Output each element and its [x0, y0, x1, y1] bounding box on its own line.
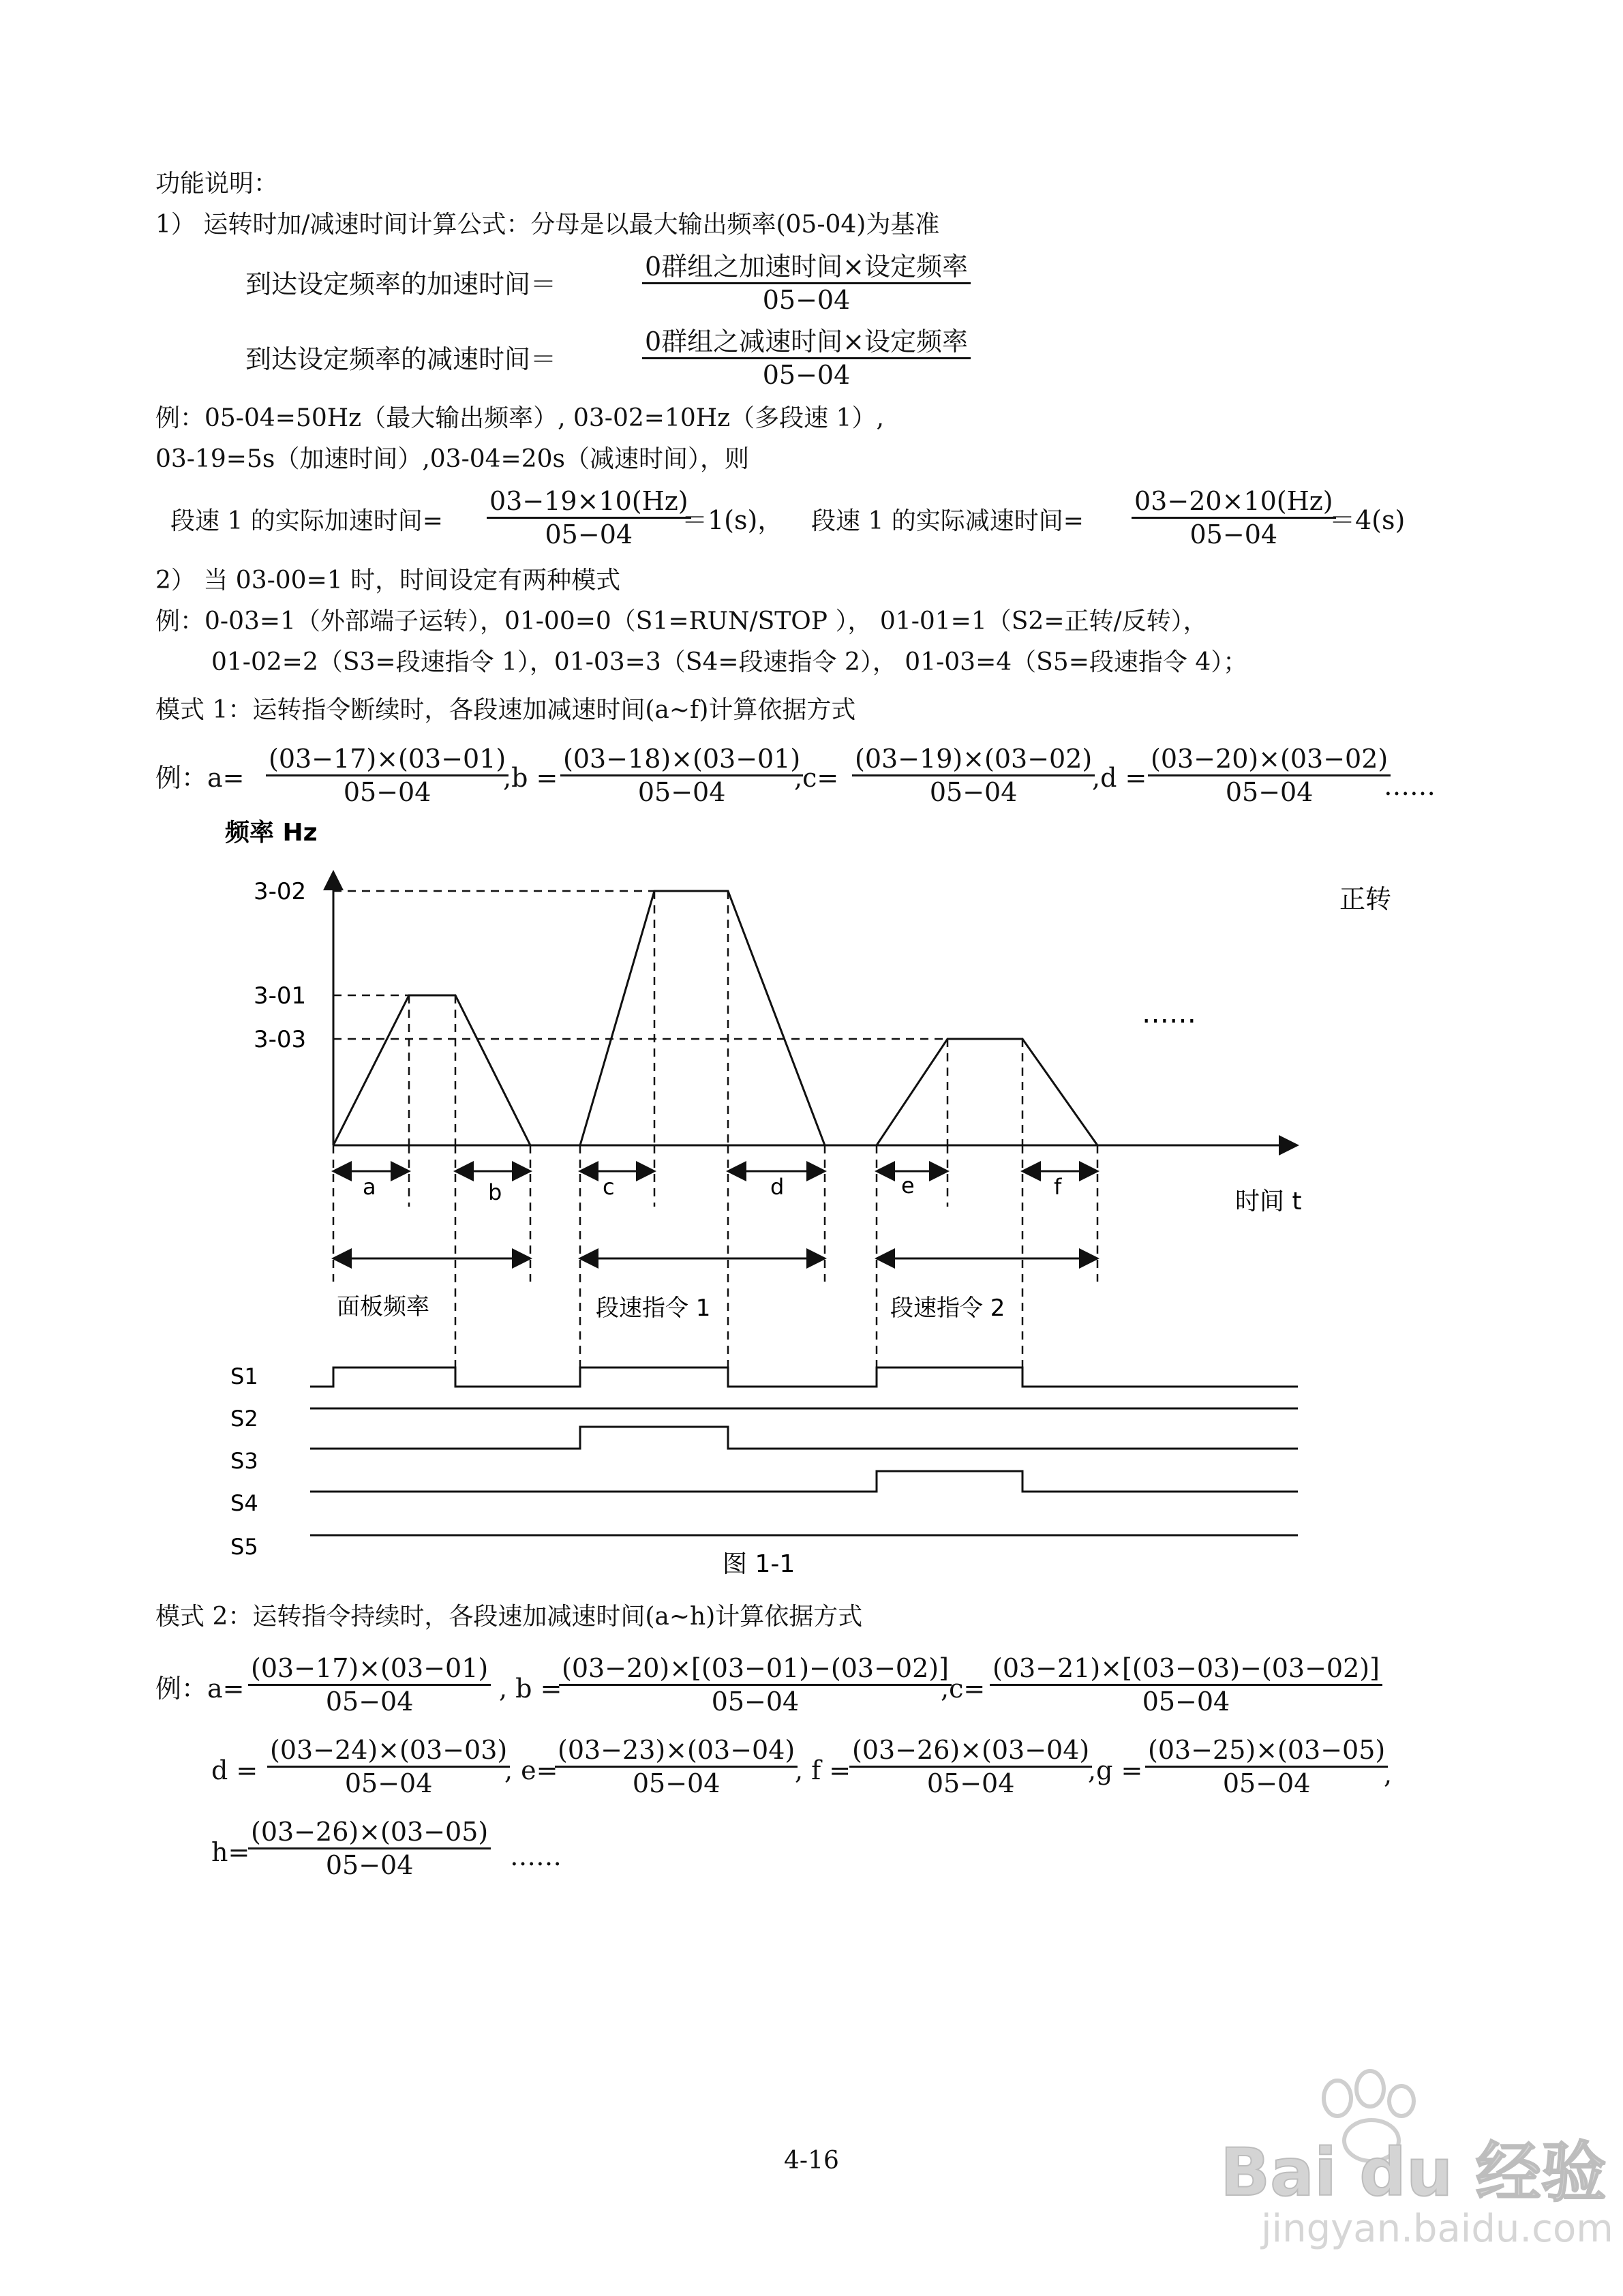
example2-line2: 01-02=2（S3=段速指令 1），01-03=3（S4=段速指令 2）， 01-03=4（S5=段速指令 4）； — [211, 648, 1248, 676]
mode1-denominator-c: 05−04 — [929, 777, 1018, 807]
mode2-fraction-h — [248, 1816, 491, 1881]
y-tick-3-02: 3-02 — [254, 878, 307, 905]
decel-result: ＝4(s) — [1329, 505, 1406, 535]
y-tick-3-03: 3-03 — [254, 1026, 307, 1053]
formula1-numerator: 0群组之加速时间×设定频率 — [642, 251, 971, 284]
mode2-fraction-a — [248, 1652, 491, 1717]
decel-label: 段速 1 的实际减速时间= — [811, 507, 1084, 535]
mode2-denominator-b: 05−04 — [711, 1687, 800, 1717]
accel-denominator: 05−04 — [545, 519, 633, 549]
interval-f: f — [1054, 1174, 1062, 1200]
accel-result: ＝1(s)， — [682, 505, 784, 535]
mode2-numerator-f: (03−26)×(03−04) — [849, 1734, 1092, 1768]
formula2-numerator: 0群组之减速时间×设定频率 — [642, 326, 971, 359]
mode1-prefix: 例：a= — [155, 763, 245, 793]
mode2-numerator-g: (03−25)×(03−05) — [1145, 1734, 1388, 1768]
mode1-numerator-b: (03−18)×(03−01) — [560, 743, 803, 776]
interval-a: a — [363, 1174, 376, 1200]
mode2-label-h: h= — [211, 1837, 250, 1867]
mode1-label-c: ,c= — [794, 763, 839, 793]
segment-speed-cmd-1: 段速指令 1 — [596, 1295, 711, 1322]
signal-label-s1: S1 — [230, 1363, 258, 1389]
mode1-label-d: ,d = — [1092, 763, 1147, 793]
mode1-denominator-d: 05−04 — [1225, 777, 1314, 807]
mode2-title: 模式 2：运转指令持续时，各段速加减速时间(a~h)计算依据方式 — [155, 1603, 863, 1631]
formula2-denominator: 05−04 — [762, 360, 851, 390]
mode2-label-f: , f = — [795, 1755, 851, 1785]
mode2-label-g: ,g = — [1088, 1755, 1143, 1785]
mode2-fraction-c — [990, 1652, 1382, 1717]
mode2-numerator-b: (03−20)×[(03−01)−(03−02)] — [559, 1652, 952, 1686]
example1-line2: 03-19=5s（加速时间）,03-04=20s（减速时间），则 — [155, 445, 749, 473]
signal-s4-wave — [310, 1471, 1298, 1492]
mode2-denominator-e: 05−04 — [632, 1768, 721, 1798]
decel-numerator: 03−20×10(Hz) — [1132, 485, 1336, 519]
mode1-denominator-b: 05−04 — [637, 777, 726, 807]
signal-label-s4: S4 — [230, 1490, 258, 1516]
heading: 功能说明： — [155, 170, 279, 198]
mode2-numerator-e: (03−23)×(03−04) — [555, 1734, 798, 1768]
mode1-ellipsis: …… — [1384, 771, 1436, 801]
accel-numerator: 03−19×10(Hz) — [487, 485, 691, 519]
signal-label-s3: S3 — [230, 1448, 258, 1474]
figure-caption: 图 1-1 — [723, 1550, 795, 1578]
mode2-label-e: , e= — [504, 1755, 558, 1785]
mode1-numerator-c: (03−19)×(03−02) — [852, 743, 1095, 776]
figure-ellipsis: …… — [1142, 998, 1196, 1029]
mode1-title: 模式 1：运转指令断续时，各段速加减速时间(a~f)计算依据方式 — [155, 696, 856, 724]
accel-label: 段速 1 的实际加速时间= — [170, 507, 443, 535]
mode2-denominator-a: 05−04 — [325, 1687, 414, 1717]
mode2-denominator-f: 05−04 — [926, 1768, 1015, 1798]
mode1-label-b: ,b = — [503, 763, 558, 793]
y-tick-3-01: 3-01 — [254, 982, 307, 1010]
interval-e: e — [901, 1173, 915, 1198]
mode2-ellipsis: …… — [510, 1841, 562, 1871]
mode2-fraction-f — [849, 1734, 1092, 1799]
baidu-watermark — [1213, 2059, 1613, 2256]
signal-s3-wave — [310, 1427, 1298, 1449]
mode2-denominator-d: 05−04 — [344, 1768, 433, 1798]
page-number: 4-16 — [784, 2147, 839, 2175]
mode2-label-d: d = — [211, 1755, 258, 1785]
mode2-denominator-c: 05−04 — [1142, 1687, 1230, 1717]
mode2-denominator-g: 05−04 — [1222, 1768, 1311, 1798]
mode2-numerator-h: (03−26)×(03−05) — [248, 1816, 491, 1849]
item1-title: 1） 运转时加/减速时间计算公式：分母是以最大输出频率(05-04)为基准 — [155, 211, 940, 239]
mode2-numerator-d: (03−24)×(03−03) — [267, 1734, 510, 1768]
mode2-label-b: , b = — [499, 1674, 562, 1704]
formula1-lhs: 到达设定频率的加速时间＝ — [245, 269, 557, 299]
example2-line1: 例：0-03=1（外部端子运转），01-00=0（S1=RUN/STOP ）， 01-01=1（S2=正转/反转）， — [155, 607, 1208, 635]
segment-speed-cmd-2: 段速指令 2 — [890, 1295, 1005, 1322]
mode2-fraction-d — [267, 1734, 510, 1799]
segment-panel-frequency: 面板频率 — [337, 1293, 429, 1320]
mode2-label-c: ,c= — [941, 1674, 986, 1704]
x-axis-title: 时间 t — [1235, 1188, 1302, 1215]
mode2-numerator-c: (03−21)×[(03−03)−(03−02)] — [990, 1652, 1382, 1686]
frequency-profile — [333, 891, 1097, 1145]
formula2-lhs: 到达设定频率的减速时间＝ — [245, 344, 557, 374]
y-axis-title: 频率 Hz — [225, 819, 318, 847]
interval-d: d — [770, 1174, 785, 1200]
mode2-fraction-g — [1145, 1734, 1388, 1799]
mode1-numerator-a: (03−17)×(03−01) — [266, 743, 509, 776]
signal-label-s2: S2 — [230, 1406, 258, 1432]
item2-title: 2） 当 03-00=1 时，时间设定有两种模式 — [155, 567, 621, 594]
mode2-numerator-a: (03−17)×(03−01) — [248, 1652, 491, 1686]
mode1-denominator-a: 05−04 — [343, 777, 431, 807]
signal-label-s5: S5 — [230, 1534, 258, 1560]
decel-denominator: 05−04 — [1189, 519, 1278, 549]
signal-s1-wave — [310, 1368, 1298, 1387]
example1-line1: 例：05-04=50Hz（最大输出频率）, 03-02=10Hz（多段速 1）, — [155, 404, 884, 432]
mode2-denominator-h: 05−04 — [325, 1850, 414, 1880]
mode2-row2-end: , — [1384, 1759, 1393, 1789]
formula1-denominator: 05−04 — [762, 285, 851, 315]
watermark-url: jingyan.baidu.com — [1261, 2207, 1613, 2251]
mode1-numerator-d: (03−20)×(03−02) — [1148, 743, 1391, 776]
mode2-fraction-b — [559, 1652, 952, 1717]
mode2-prefix: 例：a= — [155, 1674, 245, 1704]
interval-b: b — [488, 1179, 502, 1205]
direction-label: 正转 — [1339, 884, 1392, 914]
watermark-brand: Bai du 经验 — [1220, 2134, 1607, 2211]
interval-c: c — [603, 1174, 615, 1200]
mode2-fraction-e — [555, 1734, 798, 1799]
